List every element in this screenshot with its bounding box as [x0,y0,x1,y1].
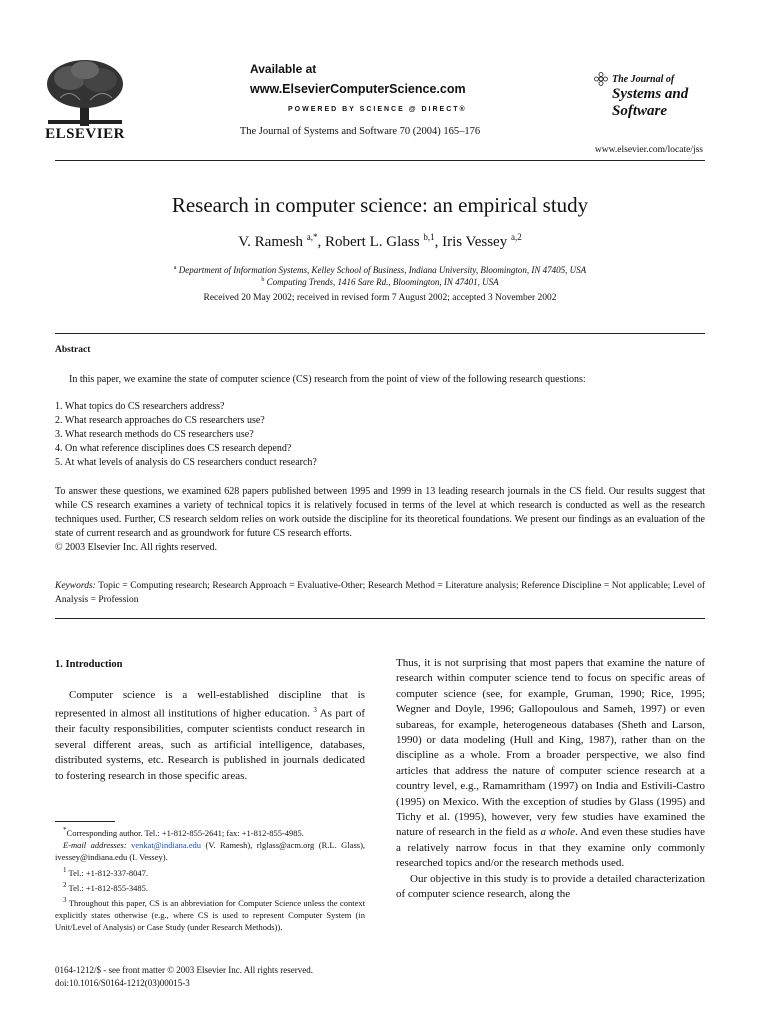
author-sup: b,1 [423,232,435,242]
intro-right-emphasis: a whole [540,826,576,839]
author-list: V. Ramesh $^{a,*}$, Robert L. Glass $^{b,1}$, Iris Vessey $^{a,2}$ [238,232,522,250]
list-item: 4. On what reference disciplines does CS research depend? [55,443,292,454]
journal-citation: The Journal of Systems and Software 70 (2004) 165–176 [239,126,481,137]
author-sup: a,* [306,232,318,242]
author-sup: a,2 [510,232,522,242]
received-dates: Received 20 May 2002; received in revised form 7 August 2002; accepted 3 November 2002 [203,293,557,303]
intro-right-text: Thus, it is not surprising that most papers that examine the nature of research within computer science tend to focus on specific areas of computer science (see, for example, Gruman, 1990; Rice, 1995; Wegner and Doyle, 1996; Gallopoulous and Sameh, 1997) or even subareas, for example, heterogeneous databases (Sheth and Larson, 1990) or data modeling (Hull and King, 1987), rather than on the discipline as a whole. From a broader perspective, we also find articles that address the nature of computer science research at a country level, e.g., Ramamritham (1997) on India and Estivili-Castro (1995) on Mexico. With the exception of studies by Glass (1995) and Tichy et al. (1995), however, very few studies have examined the nature of research in the field as [396,657,705,839]
flower-icon [594,72,608,86]
copyright-line: © 2003 Elsevier Inc. All rights reserved. [55,542,218,553]
research-questions [55,400,705,470]
list-item: 2. What research approaches do CS researchers use? [55,415,265,426]
intro-left-paragraph [55,688,365,784]
intro-right-text-cont: . And even these studies have a relatively narrow focus in that they examine only commonly researched topics and/or the research methods used. [396,826,706,870]
author-name: V. Ramesh [238,234,303,250]
list-item: 5. At what levels of analysis do CS researchers conduct research? [55,457,317,468]
journal-mark-line2: Software [612,103,668,119]
doi-line[interactable]: doi:10.1016/S0164-1212(03)00015-3 [55,978,190,988]
affiliation-b [55,277,705,287]
footnote-ref[interactable]: 3 [313,706,317,715]
header-divider [55,160,705,161]
keywords-label: Keywords: [55,581,96,591]
abstract-body-text: To answer these questions, we examined 628 papers published between 1995 and 1999 in 13 leading research journals in the CS field. Our results suggest that while CS research examines a variety of technical topics it is relatively focused in terms of the level at which research is conducted as well as the research techniques used. Further, CS research seldom relies on work outside the discipline for its theoretical foundations. We present our findings as an evaluation of the state of current research and as groundwork for future CS research efforts. [55,486,705,539]
keywords [55,580,705,607]
powered-by-label: POWERED BY SCIENCE @ DIRECT® [288,106,467,113]
footnote-1: $^1$ Tel.: +1-812-337-8047. [63,865,149,878]
email-rest: (V. Ramesh), rlglass@acm.org (R.L. Glass), ivessey@indiana.edu (I. Vessey). [55,840,366,863]
elsevier-wordmark: ELSEVIER [45,126,125,142]
journal-logo [594,72,714,120]
affiliation-text: Department of Information Systems, Kelley School of Business, Indiana University, Bloomington, IN 47405, USA [178,265,587,275]
keywords-text: Topic = Computing research; Research Approach = Evaluative-Other; Research Method = Literature analysis; Reference Discipline = Not applicable; Level of Analysis = Profession [55,581,705,605]
footnote-corresponding: *Corresponding author. Tel.: +1-812-855-2641; fax: +1-812-855-4985. [63,826,304,838]
section-heading: 1. Introduction [55,659,123,670]
footnote-divider [55,821,115,822]
email-label: E-mail addresses: [63,840,127,851]
abstract-heading: Abstract [55,345,91,355]
affiliation-sup: b [261,277,265,283]
author-name: Robert L. Glass [325,234,420,250]
footnote-2: $^2$ Tel.: +1-812-855-3485. [63,880,149,893]
journal-mark-small: The Journal of [612,73,675,85]
intro-right-paragraph [396,656,705,903]
bottom-info [55,964,395,990]
affiliation-text: Computing Trends, 1416 Sare Rd., Bloomington, IN 47401, USA [266,277,499,287]
abstract-body [55,485,705,555]
intro-text-cont: As part of their faculty responsibilities, computer scientists conduct research in several different areas, such as artificial intelligence, databases, distributed systems, etc. Research is published in journals dedicated to fostering research in those specific areas. [55,708,365,782]
affiliation-a [55,265,705,275]
abstract-intro: In this paper, we examine the state of computer science (CS) research from the point of view of the following research questions: [69,374,586,385]
list-item: 1. What topics do CS researchers address? [55,401,225,412]
footnote-3: $^3$ Throughout this paper, CS is an abbreviation for Computer Science unless the context explicitly states otherwise (e.g., where CS is used to represent Computer System (in Unit/Level of Analysis) or Case Study (under Research Methods)). [55,895,365,933]
author-name: Iris Vessey [442,234,508,250]
footnote-email [55,839,365,864]
available-url[interactable]: www.ElsevierComputerScience.com [250,82,466,96]
email-link[interactable]: venkat@indiana.edu [131,840,202,851]
journal-mark-line1: Systems and [612,86,689,102]
locate-url[interactable]: www.elsevier.com/locate/jss [594,145,703,155]
affiliation-sup: a [173,265,177,271]
footnotes [55,824,365,934]
intro-right-second-paragraph: Our objective in this study is to provide a detailed characterization of computer science research, along the [396,872,705,901]
intro-text: Computer science is a well-established discipline that is represented in almost all institutions of higher education. [55,689,365,721]
available-at-label: Available at [250,62,317,76]
issn-line: 0164-1212/$ - see front matter © 2003 Elsevier Inc. All rights reserved. [55,965,314,975]
paper-title: Research in computer science: an empirical study [171,193,589,217]
list-item: 3. What research methods do CS researchers use? [55,429,254,440]
abstract-bottom-divider [55,618,705,619]
abstract-top-divider [55,333,705,334]
